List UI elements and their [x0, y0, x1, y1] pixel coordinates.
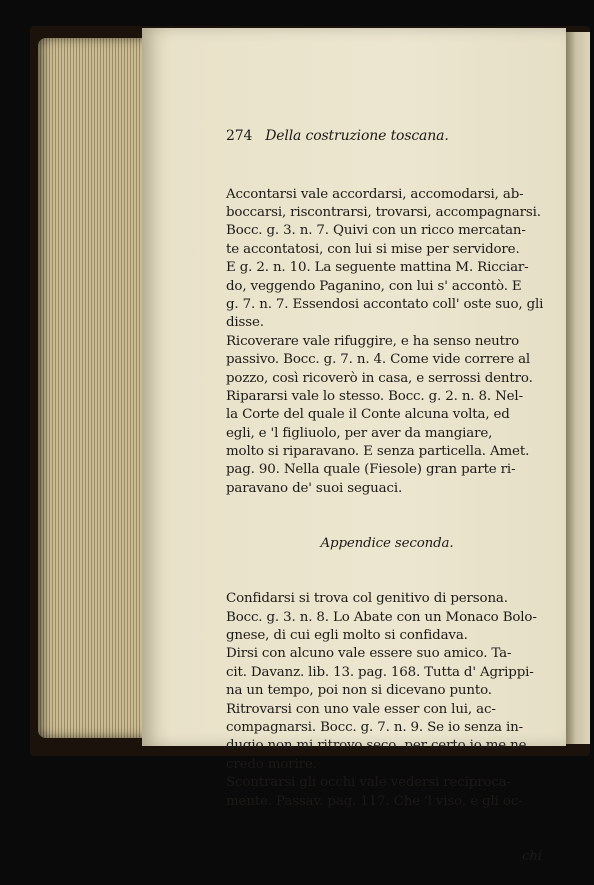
page-text	[226, 90, 548, 885]
text-line: te accontatosi, con lui si mise per servidore.	[226, 241, 520, 257]
text-line: passivo. Bocc. g. 7. n. 4. Come vide correre al	[226, 352, 531, 368]
text-line: g. 7. n. 7. Essendosi accontato coll' oste suo, gli	[226, 296, 544, 312]
section-title: Appendice seconda.	[320, 536, 454, 552]
text-line: Bocc. g. 3. n. 7. Quivi con un ricco mercatan-	[226, 223, 526, 239]
text-line: dugio non mi ritrovo seco, per certo io me ne	[226, 738, 527, 754]
text-line: paravano de' suoi seguaci.	[226, 480, 403, 496]
text-line: Scontrarsi gli occhi vale vedersi reciproca-	[226, 775, 511, 791]
text-line: Accontarsi vale accordarsi, accomodarsi, ab-	[226, 186, 524, 202]
text-line: gnese, di cui egli molto si confidava.	[226, 628, 468, 644]
text-line: pozzo, così ricoverò in casa, e serrossi dentro.	[226, 370, 533, 386]
text-line: E g. 2. n. 10. La seguente mattina M. Ricciar-	[226, 260, 529, 276]
running-head	[226, 127, 548, 149]
text-line: Dirsi con alcuno vale essere suo amico. Ta-	[226, 646, 512, 662]
text-line: credo morire.	[226, 756, 317, 772]
text-line: cit. Davanz. lib. 13. pag. 168. Tutta d' Agrippi-	[226, 664, 534, 680]
text-line: do, veggendo Paganino, con lui s' accontò. E	[226, 278, 522, 294]
text-line: pag. 90. Nella quale (Fiesole) gran parte ri-	[226, 462, 516, 478]
text-line: Ritrovarsi con uno vale esser con lui, ac-	[226, 701, 496, 717]
text-line: molto si riparavano. E senza particella. Amet.	[226, 444, 530, 460]
text-line: la Corte del quale il Conte alcuna volta, ed	[226, 407, 510, 423]
facing-page-edge	[566, 32, 590, 744]
text-line: mente. Passav. pag. 117. Che 'l viso, e gli oc-	[226, 793, 523, 809]
text-line: Confidarsi si trova col genitivo di persona.	[226, 591, 508, 607]
page-number: 274	[226, 127, 253, 144]
text-line: Ripararsi vale lo stesso. Bocc. g. 2. n. 8. Nel-	[226, 388, 523, 404]
text-line: Bocc. g. 3. n. 8. Lo Abate con un Monaco Bolo-	[226, 609, 537, 625]
text-line: Ricoverare vale rifuggire, e ha senso neutro	[226, 333, 519, 349]
text-block-1	[226, 186, 548, 499]
text-line: disse.	[226, 315, 264, 331]
text-line: compagnarsi. Bocc. g. 7. n. 9. Se io senza in-	[226, 720, 523, 736]
running-title: Della costruzione toscana.	[265, 127, 449, 144]
catchword: chi	[522, 848, 542, 864]
text-line: boccarsi, riscontrarsi, trovarsi, accompagnarsi.	[226, 205, 541, 221]
text-line: na un tempo, poi non si dicevano punto.	[226, 683, 492, 699]
page-edges	[38, 38, 150, 738]
text-block-2	[226, 590, 548, 811]
text-line: egli, e 'l figliuolo, per aver da mangiare,	[226, 425, 493, 441]
